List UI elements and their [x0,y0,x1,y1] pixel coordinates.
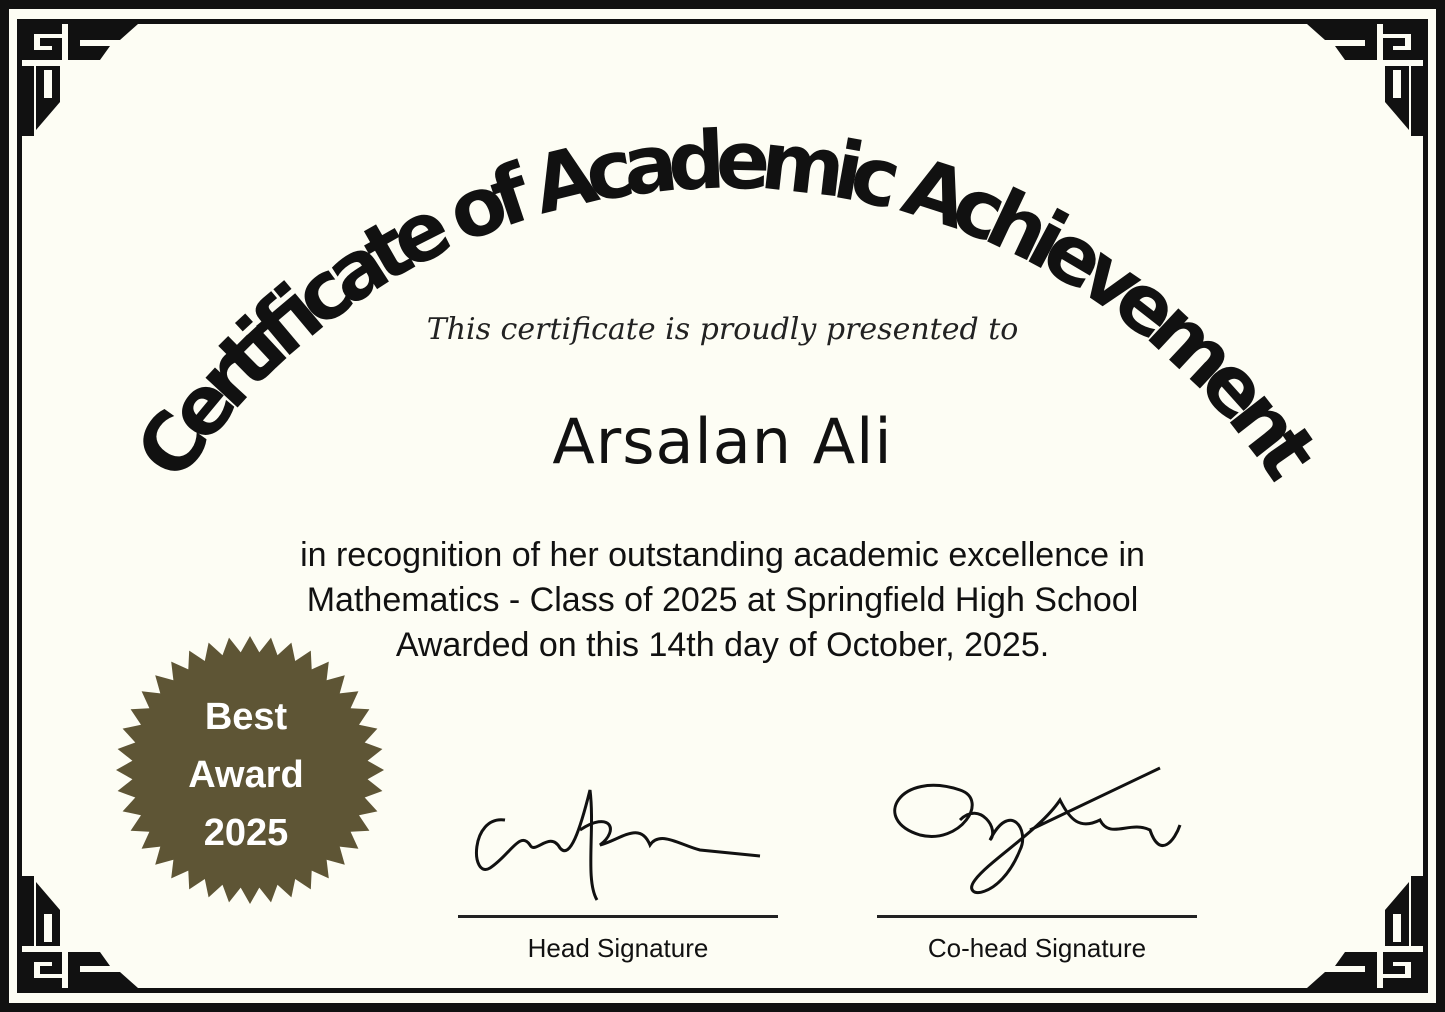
seal-line-1: Best [204,696,288,738]
corner-ornament-top-right [1307,24,1423,136]
body-line-1: in recognition of her outstanding academic excellence in [300,536,1145,574]
body-line-3: Awarded on this 14th day of October, 2025. [395,626,1050,664]
seal-line-3: 2025 [203,812,289,854]
head-signature [476,790,760,900]
seal-line-2: Award [188,754,304,796]
recipient-name: Arsalan Ali [552,405,893,478]
certificate-title: Certificate of Academic Achievement [117,113,1337,496]
corner-ornament-top-left [22,24,138,136]
head-signature-label: Head Signature [527,933,709,963]
presented-to-text: This certificate is proudly presented to [426,312,1019,347]
co-head-signature-line [877,915,1197,918]
seal-text [115,688,377,862]
recognition-text [0,533,1445,668]
corner-ornament-bottom-right [1307,876,1423,988]
co-head-signature [895,768,1180,892]
corner-ornament-bottom-left [22,876,138,988]
body-line-2: Mathematics - Class of 2025 at Springfield High School [306,581,1139,619]
head-signature-line [458,915,778,918]
co-head-signature-label: Co-head Signature [927,933,1147,963]
